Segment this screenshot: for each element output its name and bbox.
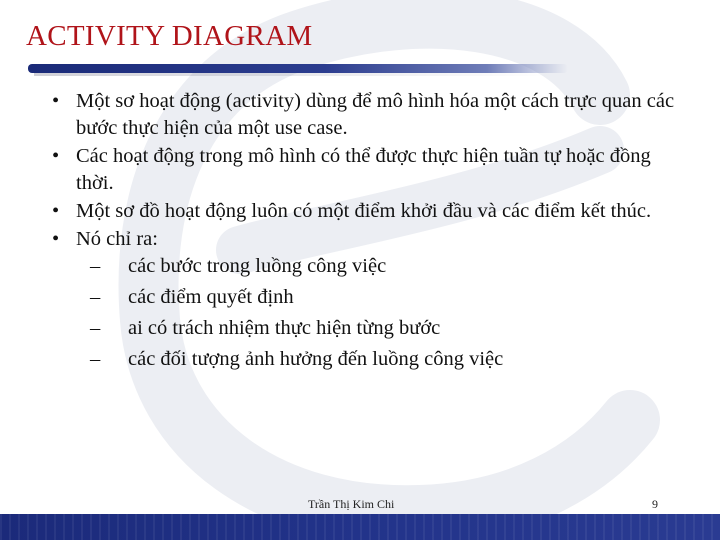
bullet-text: Nó chỉ ra: [76, 228, 158, 250]
bullet-icon: • [52, 228, 60, 250]
bullet-icon: • [52, 90, 60, 112]
title-underline-shadow [34, 73, 554, 76]
sub-bullet-item [90, 253, 680, 280]
sub-bullet-text: ai có trách nhiệm thực hiện từng bước [128, 317, 441, 339]
bullet-icon: • [52, 145, 60, 167]
sub-bullet-item [90, 284, 680, 311]
bottom-bar-pattern [0, 514, 720, 540]
sub-bullet-item [90, 346, 680, 373]
bullet-list [50, 88, 680, 373]
title-underline-bar [28, 64, 568, 73]
bullet-item [50, 198, 680, 225]
page-number: 9 [652, 497, 658, 511]
dash-icon: – [90, 348, 101, 370]
sub-bullet-text: các điểm quyết định [128, 286, 294, 308]
bullet-item [50, 88, 680, 142]
bullet-text: Các hoạt động trong mô hình có thể được thực hiện tuần tự hoặc đồng thời. [76, 145, 651, 194]
slide-content [50, 88, 680, 377]
dash-icon: – [90, 317, 101, 339]
sub-bullet-item [90, 315, 680, 342]
bullet-text: Một sơ hoạt động (activity) dùng để mô hình hóa một cách trực quan các bước thực hiện của một use case. [76, 90, 675, 139]
bullet-icon: • [52, 200, 60, 222]
sub-bullet-text: các bước trong luồng công việc [128, 255, 387, 277]
sub-bullet-text: các đối tượng ảnh hưởng đến luồng công việc [128, 348, 504, 370]
bullet-item [50, 143, 680, 197]
sub-bullet-list [90, 253, 680, 373]
bullet-item [50, 226, 680, 373]
bullet-text: Một sơ đồ hoạt động luôn có một điểm khởi đầu và các điểm kết thúc. [76, 200, 652, 222]
footer-author: Trần Thị Kim Chi [308, 497, 395, 511]
slide-title: ACTIVITY DIAGRAM [26, 20, 313, 52]
dash-icon: – [90, 286, 101, 308]
dash-icon: – [90, 255, 101, 277]
